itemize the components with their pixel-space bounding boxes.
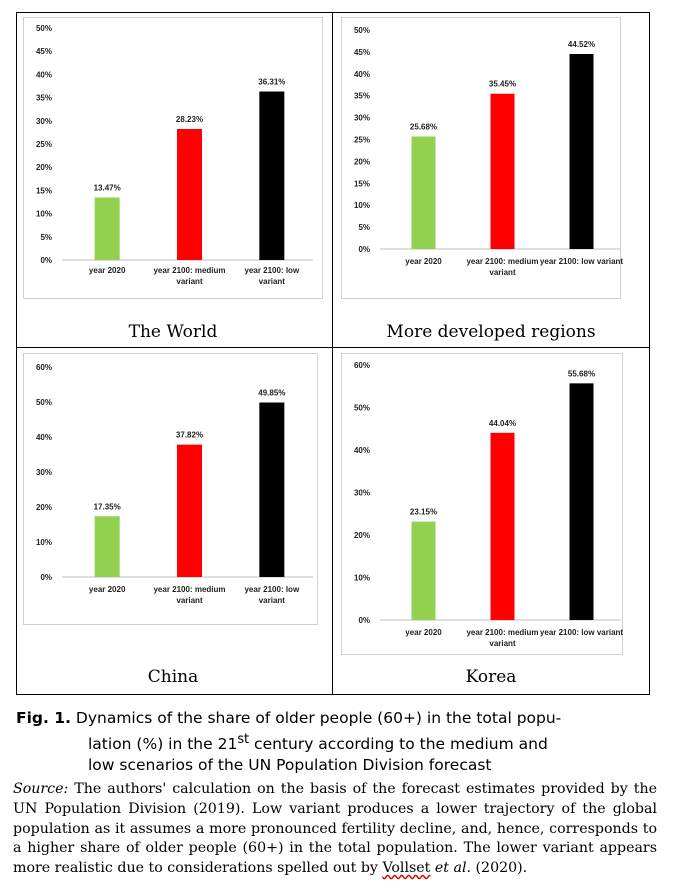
category-label xyxy=(89,585,126,594)
y-tick-label: 5% xyxy=(40,232,52,242)
category-label-line: variant xyxy=(176,277,203,286)
y-tick-label: 60% xyxy=(35,363,52,372)
category-label xyxy=(89,266,126,275)
source-year: (2020). xyxy=(471,860,528,877)
bar-chart-world xyxy=(23,17,323,299)
category-label-line: year 2100: low variant xyxy=(539,628,624,637)
y-tick-label: 25% xyxy=(35,140,52,149)
category-label xyxy=(405,628,442,637)
category-label-line: year 2100: low xyxy=(244,585,300,594)
bar-year-2100-medium-variant xyxy=(491,94,515,249)
figure-caption xyxy=(16,708,656,776)
y-tick-label: 20% xyxy=(353,157,370,167)
caption-line-2 xyxy=(16,729,656,755)
data-label: 25.68% xyxy=(409,122,438,132)
panel-more-developed-regions xyxy=(341,17,641,347)
data-label: 35.45% xyxy=(488,79,517,89)
source-text: The authors' calculation on the basis of the forecast estimates provided by the UN Population Division (2019). Low variant produces a lower trajectory of the global population as it assumes a more pronounced fertility decline, and, hence, corresponds to a higher share of older people (60+) in the total population. The lower variant appears more realistic due to considerations spelled out by xyxy=(13,781,657,877)
category-label-line: year 2100: medium xyxy=(466,257,539,266)
y-tick-label: 60% xyxy=(353,361,370,370)
bar-year-2100-low-variant xyxy=(570,54,594,249)
category-label xyxy=(244,585,299,605)
caption-line-2-rest: century according to the medium and xyxy=(249,735,548,754)
bar-year-2100-medium-variant xyxy=(491,433,515,620)
bar-year-2100-low-variant xyxy=(259,92,284,260)
y-tick-label: 30% xyxy=(35,468,52,477)
data-label: 17.35% xyxy=(93,502,121,512)
category-label-line: year 2020 xyxy=(88,585,126,594)
category-label-line: year 2020 xyxy=(88,266,126,275)
category-label xyxy=(466,628,538,648)
category-label xyxy=(405,257,442,266)
y-tick-label: 0% xyxy=(358,245,370,254)
panel-label: The World xyxy=(128,322,218,342)
bar-year-2020 xyxy=(95,516,120,577)
caption-line-2-text: lation (%) in the 21 xyxy=(88,735,238,754)
category-label xyxy=(244,266,299,286)
y-tick-label: 10% xyxy=(353,201,370,211)
caption-line-3: low scenarios of the UN Population Division forecast xyxy=(88,756,492,775)
category-label-line: year 2100: medium xyxy=(466,628,539,637)
category-label-line: year 2100: low xyxy=(244,266,300,275)
y-tick-label: 40% xyxy=(353,446,370,455)
data-label: 44.52% xyxy=(567,40,596,50)
grid-divider-horizontal xyxy=(16,347,650,348)
y-tick-label: 40% xyxy=(35,70,52,80)
category-label-line: variant xyxy=(176,596,203,605)
data-label: 13.47% xyxy=(93,183,121,193)
source-author: Vollset xyxy=(382,860,431,877)
bar-year-2020 xyxy=(412,137,436,249)
y-tick-label: 50% xyxy=(353,26,370,35)
y-tick-label: 0% xyxy=(40,573,52,582)
y-tick-label: 20% xyxy=(353,531,370,540)
category-label-line: year 2100: medium xyxy=(153,266,226,275)
source-etal: et al. xyxy=(430,860,471,877)
grid-divider-vertical xyxy=(332,12,333,695)
category-label xyxy=(540,257,623,266)
panel-label: Korea xyxy=(465,667,517,687)
caption-line-1: Dynamics of the share of older people (60+) in the total popu- xyxy=(70,709,562,727)
figure-number: Fig. 1. xyxy=(16,709,71,727)
category-label-line: year 2020 xyxy=(405,257,442,266)
bar-year-2020 xyxy=(412,522,436,620)
category-label-line: year 2100: low variant xyxy=(539,257,624,266)
data-label: 44.04% xyxy=(488,418,517,428)
y-tick-label: 10% xyxy=(35,209,52,219)
y-tick-label: 30% xyxy=(35,116,52,126)
bar-year-2100-medium-variant xyxy=(177,445,202,577)
y-tick-label: 0% xyxy=(40,256,52,265)
data-label: 23.15% xyxy=(409,507,438,517)
bar-year-2100-low-variant xyxy=(259,403,284,577)
y-tick-label: 45% xyxy=(35,47,52,57)
category-label-line: year 2020 xyxy=(405,628,442,637)
y-tick-label: 35% xyxy=(353,91,370,101)
y-tick-label: 50% xyxy=(35,398,52,407)
y-tick-label: 35% xyxy=(35,93,52,103)
y-tick-label: 50% xyxy=(35,24,52,33)
y-tick-label: 10% xyxy=(35,538,52,547)
category-label-line: variant xyxy=(489,639,516,648)
data-label: 37.82% xyxy=(175,430,204,440)
y-tick-label: 45% xyxy=(353,47,370,57)
y-tick-label: 30% xyxy=(353,488,370,498)
data-label: 28.23% xyxy=(175,115,204,125)
category-label xyxy=(466,257,538,277)
panel-world xyxy=(23,17,323,347)
source-note xyxy=(13,780,657,879)
category-label xyxy=(153,266,225,286)
y-tick-label: 50% xyxy=(353,403,370,413)
data-label: 36.31% xyxy=(258,77,286,87)
y-tick-label: 20% xyxy=(35,503,52,512)
y-tick-label: 20% xyxy=(35,163,52,173)
y-tick-label: 10% xyxy=(353,573,370,583)
panel-label: China xyxy=(147,667,199,687)
y-tick-label: 15% xyxy=(353,179,370,189)
panel-korea xyxy=(341,353,641,693)
y-tick-label: 15% xyxy=(35,186,52,196)
data-label: 49.85% xyxy=(258,388,286,398)
category-label-line: variant xyxy=(489,268,516,277)
source-label: Source: xyxy=(13,781,69,797)
bar-year-2100-medium-variant xyxy=(177,129,202,260)
y-tick-label: 25% xyxy=(353,135,370,145)
y-tick-label: 40% xyxy=(35,433,52,442)
y-tick-label: 40% xyxy=(353,69,370,79)
bar-year-2020 xyxy=(95,197,120,260)
category-label-line: year 2100: medium xyxy=(153,585,226,594)
category-label-line: variant xyxy=(258,596,285,605)
panel-label: More developed regions xyxy=(386,322,596,342)
panel-china xyxy=(23,353,323,693)
bar-chart-china xyxy=(23,353,323,625)
y-tick-label: 5% xyxy=(358,223,370,233)
category-label xyxy=(540,628,623,637)
bar-year-2100-low-variant xyxy=(570,383,594,620)
bar-chart-korea xyxy=(341,353,641,655)
y-tick-label: 30% xyxy=(353,113,370,123)
caption-superscript: st xyxy=(237,732,250,747)
data-label: 55.68% xyxy=(567,369,596,379)
category-label xyxy=(153,585,225,605)
category-label-line: variant xyxy=(258,277,285,286)
bar-chart-more-developed-regions xyxy=(341,17,641,299)
y-tick-label: 0% xyxy=(358,616,370,625)
